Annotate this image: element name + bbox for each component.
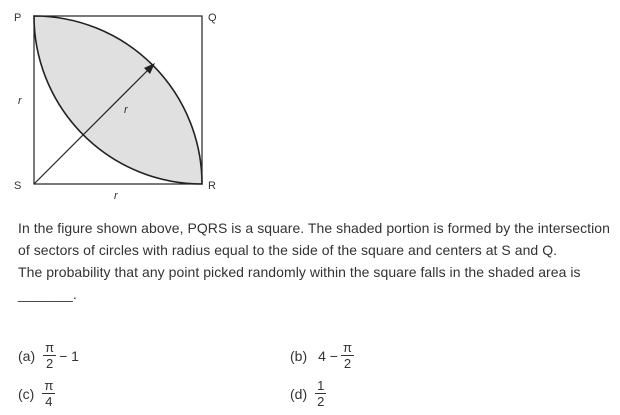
vertex-label-p: P — [14, 12, 22, 24]
side-label-bottom: r — [114, 190, 118, 200]
option-a-numerator: π — [45, 340, 55, 355]
geometry-figure — [0, 0, 240, 200]
option-c-label: (c) — [18, 385, 35, 402]
vertex-label-s: S — [14, 180, 22, 192]
option-c-fraction — [42, 378, 55, 409]
option-d[interactable] — [290, 378, 326, 409]
question-text — [18, 217, 610, 305]
question-paragraph-1: In the figure shown above, PQRS is a square. The shaded portion is formed by the intersection of sectors of circles with radius equal to the side of the square and centers at S and Q. — [18, 220, 610, 258]
option-c[interactable] — [18, 378, 55, 409]
option-a-label: (a) — [18, 347, 36, 364]
option-c-denominator: 4 — [45, 394, 53, 409]
option-b[interactable] — [290, 340, 354, 371]
vertex-label-r: R — [208, 180, 216, 192]
radius-label: r — [124, 104, 128, 116]
option-b-denominator: 2 — [343, 356, 352, 371]
option-a-fraction — [43, 340, 56, 371]
option-d-numerator: 1 — [317, 378, 325, 393]
option-b-numerator: π — [342, 340, 352, 355]
option-c-numerator: π — [44, 378, 54, 393]
option-d-fraction — [315, 378, 326, 409]
option-b-fraction — [341, 340, 354, 371]
option-b-head: 4 − — [318, 347, 338, 364]
option-d-denominator: 2 — [317, 394, 325, 409]
side-label-left: r — [18, 95, 22, 107]
option-a[interactable] — [18, 340, 82, 371]
option-a-denominator: 2 — [46, 356, 54, 371]
option-b-label: (b) — [290, 347, 308, 364]
question-paragraph-2: The probability that any point picked randomly within the square falls in the shaded area is _______. — [18, 264, 581, 302]
option-a-tail: − 1 — [59, 347, 79, 364]
vertex-label-q: Q — [208, 12, 217, 24]
option-d-label: (d) — [290, 385, 308, 402]
